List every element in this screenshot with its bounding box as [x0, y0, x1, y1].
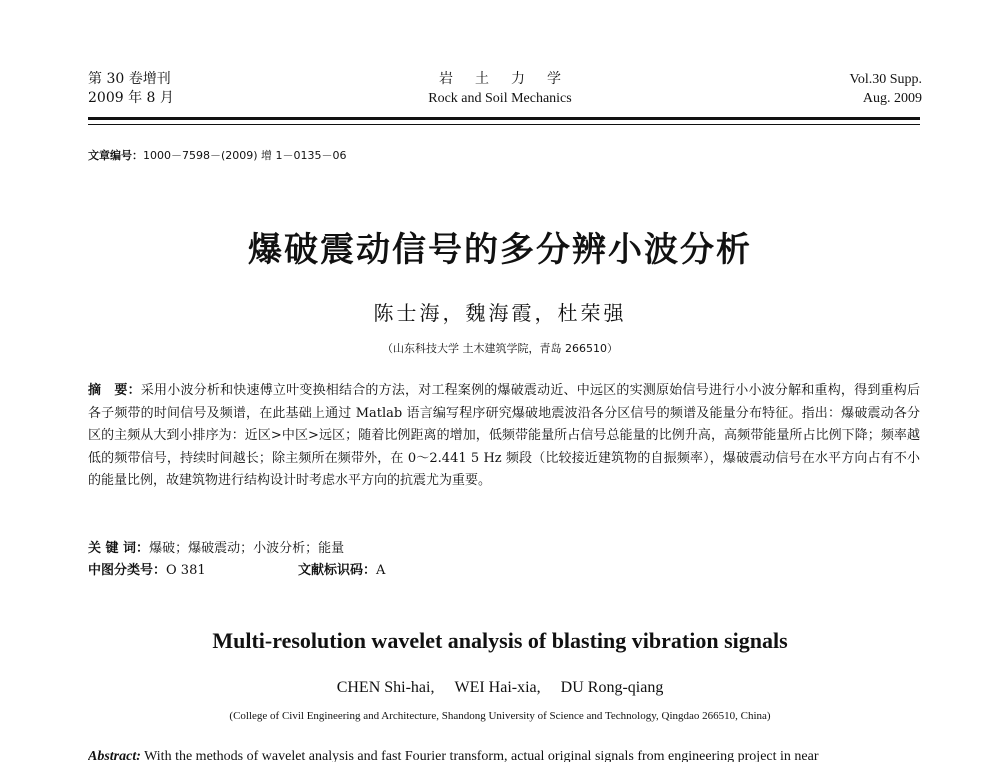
abstract-en-text: With the methods of wavelet analysis and fast Fourier transform, actual original signals from engineering project in near [144, 749, 819, 762]
abstract-cn-label: 摘 要： [88, 383, 141, 398]
clc-label: 中图分类号： [88, 563, 167, 578]
volume-cn: 第 30 卷增刊 [88, 71, 171, 87]
author-en: WEI Hai-xia, [454, 679, 541, 696]
journal-name-cn: 岩土力学 [439, 71, 583, 87]
affiliation-en: (College of Civil Engineering and Architecture, Shandong University of Science and Technology, Qingdao 266510, China) [229, 710, 771, 722]
document-code [298, 559, 385, 578]
volume-en: Vol.30 Supp. [849, 72, 922, 87]
clc-value: O 381 [166, 563, 206, 578]
authors-cn: 陈士海，魏海霞，杜荣强 [373, 301, 627, 325]
authors-en [0, 679, 1000, 697]
document-code-label: 文献标识码： [298, 563, 377, 578]
keywords-label: 关 键 词： [88, 541, 150, 556]
abstract-cn-text: 采用小波分析和快速傅立叶变换相结合的方法，对工程案例的爆破震动近、中远区的实测原始信号进行小小波分解和重构，得到重构后各子频带的时间信号及频谱，在此基础上通过 Matlab 语言编写程序研究爆破地震波沿各分区信号的频谱及能量分布特征。指出：爆破震动各分区的主频从大到小排序为：近区>中区>远区；随着比例距离的增加，低频带能量所占信号总能量的比例升高，高频带能量所占比例下降；频率越低的频带信号，持续时间越长；除主频所在频带外，在 0～2.441 5 Hz 频段（比较接近建筑物的自振频率），爆破震动信号在水平方向占有不小的能量比例，故建筑物进行结构设计时考虑水平方向的抗震尤为重要。 [88, 383, 920, 488]
paper-title-cn: 爆破震动信号的多分辨小波分析 [248, 230, 752, 270]
date-en: Aug. 2009 [862, 91, 922, 106]
keywords-cn [88, 537, 344, 556]
affiliation-cn: （山东科技大学 土木建筑学院，青岛 266510） [382, 342, 618, 355]
date-cn: 2009 年 8 月 [88, 90, 174, 106]
article-number-value: 1000－7598－(2009) 增 1－0135－06 [143, 149, 347, 162]
author-en: CHEN Shi-hai, [336, 679, 435, 696]
abstract-cn [88, 380, 920, 493]
document-code-value: A [376, 563, 386, 578]
paper-title-en: Multi-resolution wavelet analysis of blasting vibration signals [212, 628, 788, 653]
article-number-label: 文章编号： [88, 149, 143, 162]
keywords-text: 爆破；爆破震动；小波分析；能量 [149, 541, 345, 556]
classification-line [88, 559, 386, 578]
article-number [88, 147, 347, 163]
abstract-en-label: Abstract: [88, 749, 141, 762]
journal-issue-en [850, 70, 922, 108]
header-rule-thick [88, 117, 920, 120]
header-rule-thin [88, 124, 920, 125]
journal-name-en: Rock and Soil Mechanics [428, 91, 572, 106]
author-en: DU Rong-qiang [560, 679, 664, 696]
